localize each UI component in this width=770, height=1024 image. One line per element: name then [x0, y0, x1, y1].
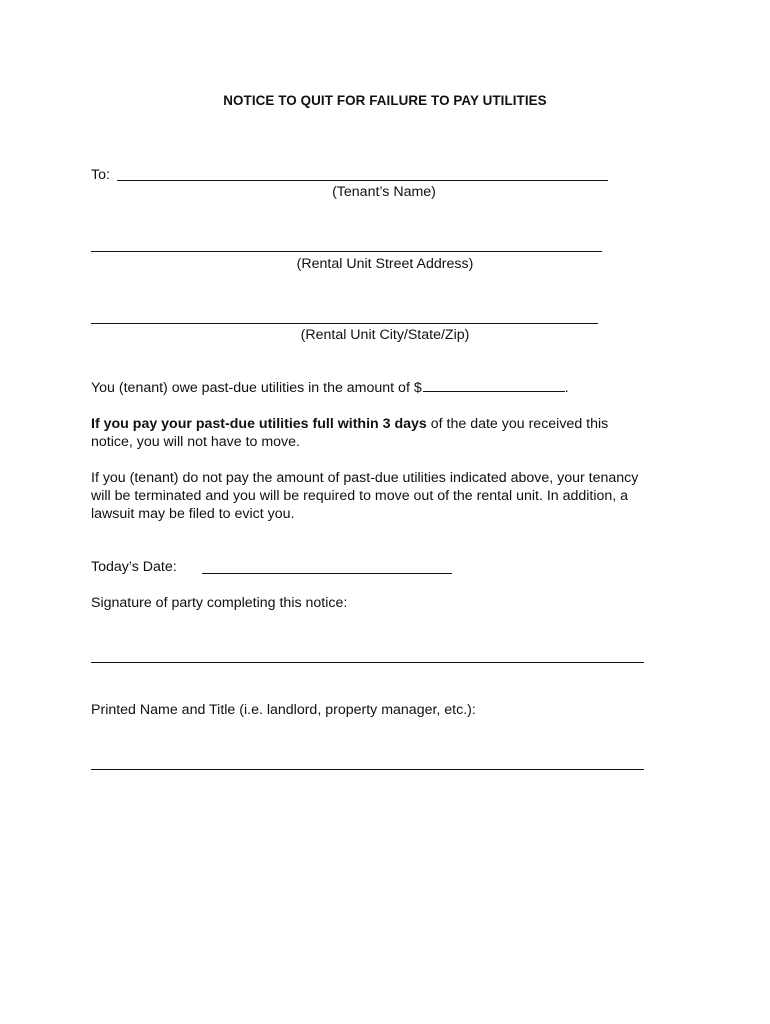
pay-bold-text: If you pay your past-due utilities full within 3 days: [91, 416, 427, 432]
printed-name-label: Printed Name and Title (i.e. landlord, property manager, etc.):: [91, 702, 476, 718]
termination-paragraph: [91, 469, 731, 523]
pay-within-paragraph: [91, 415, 691, 451]
termination-line1: If you (tenant) do not pay the amount of past-due utilities indicated above, your tenancy: [91, 470, 639, 486]
amount-owed-paragraph: [91, 379, 691, 397]
todays-date-label: Today’s Date:: [91, 559, 177, 575]
document-title: NOTICE TO QUIT FOR FAILURE TO PAY UTILITIES: [223, 93, 547, 108]
city-state-zip-line[interactable]: [91, 323, 598, 324]
amount-owed-blank[interactable]: [423, 379, 565, 392]
city-state-zip-caption: (Rental Unit City/State/Zip): [300, 327, 470, 343]
street-address-line[interactable]: [91, 251, 602, 252]
amount-owed-text: You (tenant) owe past-due utilities in the amount of $: [91, 380, 422, 396]
tenant-name-line[interactable]: [117, 180, 608, 181]
termination-line3: lawsuit may be filed to evict you.: [91, 506, 295, 522]
pay-rest-line1: of the date you received this: [426, 416, 609, 432]
to-label: To:: [91, 167, 110, 183]
signature-label: Signature of party completing this notice:: [91, 595, 348, 611]
todays-date-line[interactable]: [202, 573, 452, 574]
printed-name-line[interactable]: [91, 769, 644, 770]
termination-line2: will be terminated and you will be required to move out of the rental unit. In addition, a: [91, 488, 629, 504]
tenant-name-caption: (Tenant’s Name): [332, 184, 436, 200]
amount-owed-end: .: [564, 380, 569, 396]
pay-rest-line2: notice, you will not have to move.: [91, 434, 300, 450]
street-address-caption: (Rental Unit Street Address): [296, 256, 474, 272]
signature-line[interactable]: [91, 662, 644, 663]
